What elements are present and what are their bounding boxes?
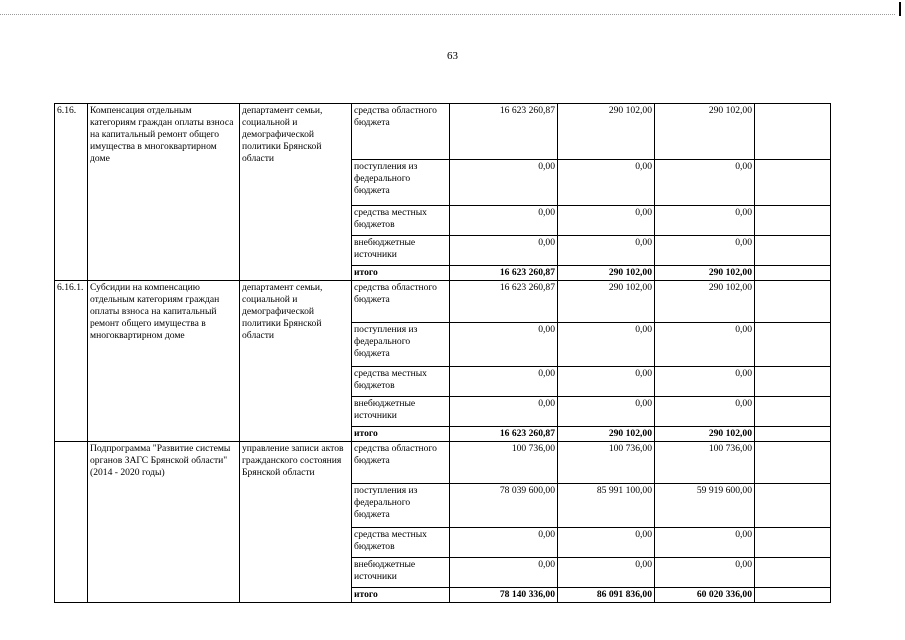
item-executor: департамент семьи, социальной и демографической политики Брянской области	[240, 104, 352, 281]
table-row	[55, 281, 831, 323]
funding-source-label: средства местных бюджетов	[352, 206, 450, 236]
item-code	[55, 442, 88, 603]
funding-source-label: поступления из федерального бюджета	[352, 484, 450, 528]
funding-source-label: внебюджетные источники	[352, 236, 450, 266]
empty-cell	[755, 266, 831, 281]
amount-v2: 0,00	[558, 206, 655, 236]
amount-v2: 0,00	[558, 236, 655, 266]
amount-v3: 0,00	[655, 528, 755, 558]
amount-v1: 0,00	[450, 236, 558, 266]
amount-v1: 0,00	[450, 367, 558, 397]
funding-source-label: средства областного бюджета	[352, 104, 450, 160]
amount-v3: 0,00	[655, 206, 755, 236]
amount-v2: 290 102,00	[558, 281, 655, 323]
funding-source-label: средства местных бюджетов	[352, 528, 450, 558]
funding-source-label: итого	[352, 266, 450, 281]
funding-source-label: итого	[352, 427, 450, 442]
empty-cell	[755, 558, 831, 588]
amount-v3: 0,00	[655, 160, 755, 206]
amount-v3: 60 020 336,00	[655, 588, 755, 603]
amount-v1: 16 623 260,87	[450, 281, 558, 323]
amount-v1: 0,00	[450, 206, 558, 236]
item-name: Подпрограмма "Развитие системы органов ЗАГС Брянской области" (2014 - 2020 годы)	[88, 442, 240, 603]
item-code: 6.16.	[55, 104, 88, 281]
amount-v3: 0,00	[655, 367, 755, 397]
amount-v2: 0,00	[558, 323, 655, 367]
empty-cell	[755, 397, 831, 427]
amount-v1: 78 039 600,00	[450, 484, 558, 528]
item-name: Компенсация отдельным категориям граждан оплаты взноса на капитальный ремонт общего имущества в многоквартирном доме	[88, 104, 240, 281]
amount-v3: 0,00	[655, 558, 755, 588]
funding-source-label: поступления из федерального бюджета	[352, 323, 450, 367]
amount-v2: 86 091 836,00	[558, 588, 655, 603]
empty-cell	[755, 281, 831, 323]
empty-cell	[755, 442, 831, 484]
funding-source-label: поступления из федерального бюджета	[352, 160, 450, 206]
amount-v1: 16 623 260,87	[450, 104, 558, 160]
funding-source-label: средства местных бюджетов	[352, 367, 450, 397]
amount-v3: 290 102,00	[655, 266, 755, 281]
item-code: 6.16.1.	[55, 281, 88, 442]
scan-artifact-line	[0, 14, 895, 15]
table-row	[55, 104, 831, 160]
amount-v1: 0,00	[450, 323, 558, 367]
amount-v1: 0,00	[450, 397, 558, 427]
amount-v3: 290 102,00	[655, 104, 755, 160]
amount-v1: 16 623 260,87	[450, 427, 558, 442]
budget-table	[54, 103, 831, 603]
empty-cell	[755, 323, 831, 367]
amount-v1: 0,00	[450, 160, 558, 206]
amount-v2: 0,00	[558, 558, 655, 588]
funding-source-label: итого	[352, 588, 450, 603]
amount-v3: 0,00	[655, 236, 755, 266]
funding-source-label: средства областного бюджета	[352, 442, 450, 484]
amount-v1: 100 736,00	[450, 442, 558, 484]
amount-v2: 290 102,00	[558, 104, 655, 160]
funding-source-label: средства областного бюджета	[352, 281, 450, 323]
item-executor: департамент семьи, социальной и демографической политики Брянской области	[240, 281, 352, 442]
amount-v2: 100 736,00	[558, 442, 655, 484]
amount-v1: 0,00	[450, 528, 558, 558]
empty-cell	[755, 104, 831, 160]
amount-v3: 0,00	[655, 397, 755, 427]
empty-cell	[755, 236, 831, 266]
page-number: 63	[447, 50, 458, 62]
empty-cell	[755, 367, 831, 397]
empty-cell	[755, 588, 831, 603]
empty-cell	[755, 427, 831, 442]
empty-cell	[755, 484, 831, 528]
amount-v2: 0,00	[558, 397, 655, 427]
amount-v2: 0,00	[558, 528, 655, 558]
scan-artifact-mark	[899, 2, 901, 16]
amount-v3: 0,00	[655, 323, 755, 367]
amount-v3: 59 919 600,00	[655, 484, 755, 528]
funding-source-label: внебюджетные источники	[352, 397, 450, 427]
item-name: Субсидии на компенсацию отдельным категориям граждан оплаты взноса на капитальный ремонт общего имущества в многоквартирном доме	[88, 281, 240, 442]
table-row	[55, 442, 831, 484]
amount-v2: 290 102,00	[558, 427, 655, 442]
funding-source-label: внебюджетные источники	[352, 558, 450, 588]
amount-v2: 290 102,00	[558, 266, 655, 281]
empty-cell	[755, 206, 831, 236]
empty-cell	[755, 160, 831, 206]
amount-v3: 100 736,00	[655, 442, 755, 484]
amount-v2: 0,00	[558, 160, 655, 206]
amount-v2: 0,00	[558, 367, 655, 397]
empty-cell	[755, 528, 831, 558]
amount-v3: 290 102,00	[655, 281, 755, 323]
amount-v2: 85 991 100,00	[558, 484, 655, 528]
item-executor: управление записи актов гражданского состояния Брянской области	[240, 442, 352, 603]
amount-v1: 78 140 336,00	[450, 588, 558, 603]
amount-v3: 290 102,00	[655, 427, 755, 442]
amount-v1: 16 623 260,87	[450, 266, 558, 281]
amount-v1: 0,00	[450, 558, 558, 588]
